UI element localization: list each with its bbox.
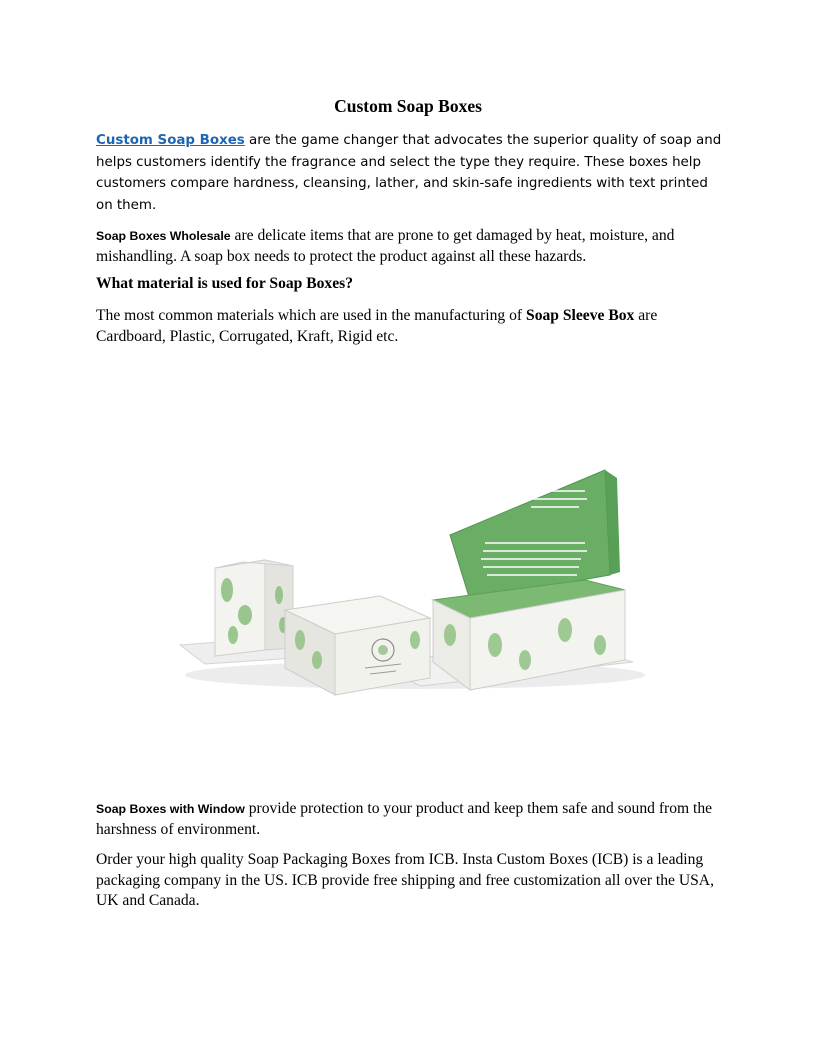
material-heading: What material is used for Soap Boxes?: [96, 275, 354, 292]
wholesale-paragraph: [96, 226, 726, 267]
page-title: Custom Soap Boxes: [334, 96, 482, 116]
material-paragraph: [96, 306, 726, 347]
order-paragraph: Order your high quality Soap Packaging Boxes from ICB. Insta Custom Boxes (ICB) is a leading packaging company in the US. ICB provide free shipping and free customization all over the USA, UK and Canada.: [96, 851, 714, 909]
material-text-after: are Cardboard, Plastic, Corrugated, Kraft, Rigid etc.: [96, 307, 658, 345]
intro-paragraph: [96, 130, 726, 217]
material-text-before: The most common materials which are used in the manufacturing of: [96, 307, 527, 324]
material-bold: Soap Sleeve Box: [526, 307, 635, 324]
wholesale-lead: Soap Boxes Wholesale: [96, 229, 231, 243]
custom-soap-boxes-link[interactable]: Custom Soap Boxes: [96, 133, 245, 148]
intro-text: are the game changer that advocates the superior quality of soap and helps customers identify the fragrance and select the type they require. These boxes help customers compare hardness, cleansing, lather, and skin-safe ingredients with text printed on them.: [96, 133, 722, 214]
soap-boxes-image: [165, 450, 645, 760]
window-paragraph: [96, 799, 726, 840]
window-lead: Soap Boxes with Window: [96, 802, 245, 816]
wholesale-text: are delicate items that are prone to get damaged by heat, moisture, and mishandling. A soap box needs to protect the product against all these hazards.: [96, 227, 675, 265]
window-text: provide protection to your product and keep them safe and sound from the harshness of environment.: [96, 800, 713, 838]
